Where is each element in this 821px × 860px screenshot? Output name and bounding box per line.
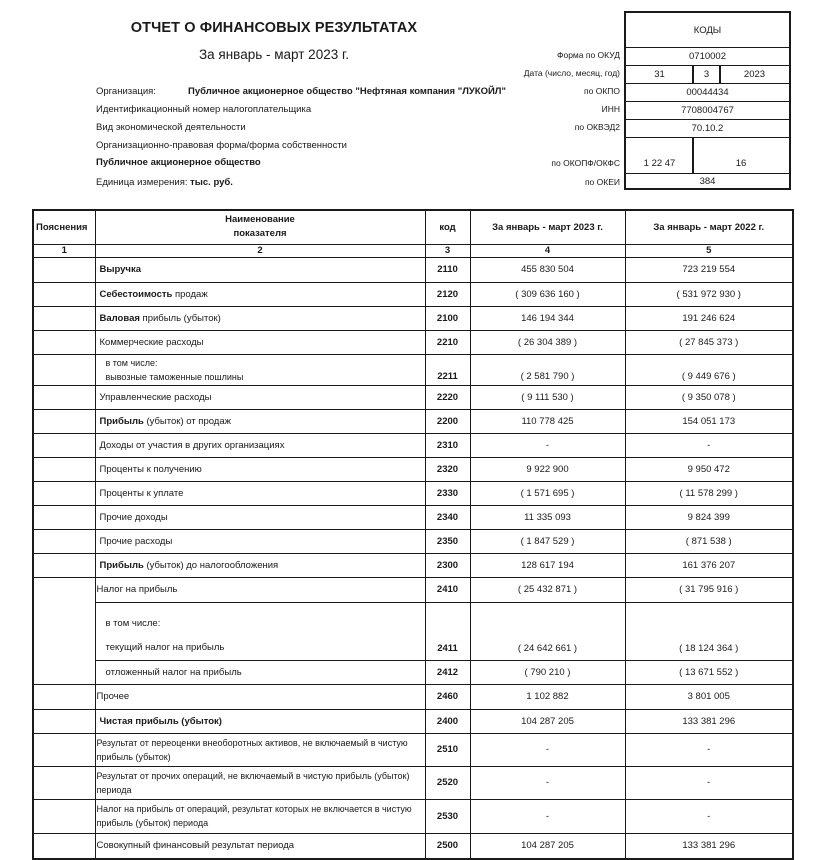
row-name: в том числе: текущий налог на прибыль [95,602,425,660]
row-previous: ( 18 124 364 ) [625,602,793,660]
header-previous: За январь - март 2022 г. [625,210,793,244]
row-code: 2200 [425,409,470,433]
row-current: - [470,766,625,799]
unit-label: Единица измерения: [96,177,188,188]
row-previous: 3 801 005 [625,684,793,709]
table-row [33,553,793,577]
header-current: За январь - март 2023 г. [470,210,625,244]
notes-cell [33,766,95,799]
row-current: - [470,433,625,457]
row-previous: ( 531 972 930 ) [625,282,793,306]
row-current: - [470,733,625,766]
inn-code-label: ИНН [601,104,620,114]
notes-cell [33,385,95,409]
row-name: Чистая прибыль (убыток) [95,709,425,733]
legal-form-label: Организационно-правовая форма/форма собственности [96,140,347,151]
row-previous: 191 246 624 [625,306,793,330]
row-name: Налог на прибыль от операций, результат которых не включается в чистую прибыль (убыток) периода [95,799,425,833]
row-code: 2100 [425,306,470,330]
notes-cell [33,282,95,306]
row-current: 1 102 882 [470,684,625,709]
row-current: 146 194 344 [470,306,625,330]
table-row [33,799,793,833]
row-name: Коммерческие расходы [95,330,425,354]
notes-cell [33,354,95,385]
notes-cell [33,505,95,529]
row-previous: 9 950 472 [625,457,793,481]
row-code: 2520 [425,766,470,799]
okfs-value: 16 [693,137,789,173]
row-code: 2400 [425,709,470,733]
row-previous: 161 376 207 [625,553,793,577]
row-current: ( 790 210 ) [470,660,625,684]
table-row [33,577,793,602]
report-period: За январь - март 2023 г. [199,47,349,62]
col-number: 5 [625,244,793,257]
table-row [33,766,793,799]
okud-value: 0710002 [626,47,789,65]
table-row [33,602,793,660]
row-current: 104 287 205 [470,709,625,733]
notes-cell [33,709,95,733]
table-row [33,529,793,553]
row-current: ( 2 581 790 ) [470,354,625,385]
row-current: ( 24 642 661 ) [470,602,625,660]
notes-cell [33,306,95,330]
notes-cell [33,257,95,282]
table-row [33,409,793,433]
organization-value: Публичное акционерное общество "Нефтяная компания "ЛУКОЙЛ" [188,86,506,97]
row-code: 2412 [425,660,470,684]
table-row [33,481,793,505]
row-code: 2510 [425,733,470,766]
row-code: 2310 [425,433,470,457]
row-name: Прибыль (убыток) до налогообложения [95,553,425,577]
row-name: Прочие доходы [95,505,425,529]
row-previous: ( 31 795 916 ) [625,577,793,602]
financial-results-table [32,209,794,860]
row-previous: ( 13 671 552 ) [625,660,793,684]
header-code: код [425,210,470,244]
row-name: Прочие расходы [95,529,425,553]
row-name: в том числе: вывозные таможенные пошлины [95,354,425,385]
row-code: 2120 [425,282,470,306]
notes-cell [33,577,95,684]
row-name: Управленческие расходы [95,385,425,409]
row-current: 9 922 900 [470,457,625,481]
table-row [33,684,793,709]
notes-cell [33,553,95,577]
row-current: 11 335 093 [470,505,625,529]
okved-value: 70.10.2 [626,119,789,137]
row-code: 2220 [425,385,470,409]
row-name: Результат от прочих операций, не включаемый в чистую прибыль (убыток) периода [95,766,425,799]
row-current: ( 9 111 530 ) [470,385,625,409]
row-name: Налог на прибыль [95,577,425,602]
header-notes: Пояснения [33,210,95,244]
table-row [33,282,793,306]
row-current: ( 25 432 871 ) [470,577,625,602]
row-current: ( 26 304 389 ) [470,330,625,354]
notes-cell [33,330,95,354]
okud-label: Форма по ОКУД [557,50,620,60]
col-number: 4 [470,244,625,257]
table-row [33,709,793,733]
row-previous: ( 27 845 373 ) [625,330,793,354]
row-previous: - [625,433,793,457]
okpo-value: 00044434 [626,83,789,101]
table-row [33,660,793,684]
row-name: Прочее [95,684,425,709]
row-current: ( 1 847 529 ) [470,529,625,553]
notes-cell [33,529,95,553]
row-code: 2460 [425,684,470,709]
row-code: 2340 [425,505,470,529]
col-number: 1 [33,244,95,257]
row-previous: ( 871 538 ) [625,529,793,553]
row-previous: - [625,766,793,799]
table-row [33,505,793,529]
date-year: 2023 [720,65,789,83]
okved-label: по ОКВЭД2 [574,122,620,132]
table-row [33,733,793,766]
row-current: - [470,799,625,833]
row-name: Прибыль (убыток) от продаж [95,409,425,433]
row-current: ( 309 636 160 ) [470,282,625,306]
row-current: 455 830 504 [470,257,625,282]
row-previous: ( 11 578 299 ) [625,481,793,505]
row-previous: 9 824 399 [625,505,793,529]
header-name-line2: показателя [233,228,287,240]
notes-cell [33,799,95,833]
row-code: 2210 [425,330,470,354]
row-previous: 133 381 296 [625,709,793,733]
row-name: Себестоимость продаж [95,282,425,306]
okei-label: по ОКЕИ [584,177,620,187]
legal-form-value: Публичное акционерное общество [96,157,261,168]
notes-cell [33,684,95,709]
notes-cell [33,457,95,481]
table-row [33,433,793,457]
codes-header: КОДЫ [693,24,722,36]
row-name: Доходы от участия в других организациях [95,433,425,457]
unit-row [96,177,233,188]
row-code: 2330 [425,481,470,505]
row-current: ( 1 571 695 ) [470,481,625,505]
row-previous: ( 9 350 078 ) [625,385,793,409]
report-title: ОТЧЕТ О ФИНАНСОВЫХ РЕЗУЛЬТАТАХ [130,20,418,36]
row-current: 110 778 425 [470,409,625,433]
row-name: Выручка [95,257,425,282]
column-numbers-row [33,244,793,257]
row-previous: - [625,799,793,833]
row-previous: 154 051 173 [625,409,793,433]
row-code: 2110 [425,257,470,282]
row-name: Валовая прибыль (убыток) [95,306,425,330]
okpo-label: по ОКПО [584,86,620,96]
header-name [95,210,425,244]
inn-label: Идентификационный номер налогоплательщика [96,104,312,115]
table-row [33,330,793,354]
row-code: 2211 [425,354,470,385]
notes-cell [33,481,95,505]
okopf-label: по ОКОПФ/ОКФС [551,158,620,168]
table-row [33,354,793,385]
row-code: 2411 [425,602,470,660]
table-row [33,833,793,859]
organization-label: Организация: [96,86,156,97]
table-row [33,457,793,481]
row-current: 104 287 205 [470,833,625,859]
row-code: 2500 [425,833,470,859]
header-name-line1: Наименование [225,214,295,226]
row-code: 2320 [425,457,470,481]
table-row [33,306,793,330]
table-row [33,257,793,282]
codes-box [624,11,791,190]
table-row [33,385,793,409]
notes-cell [33,733,95,766]
row-name: Проценты к уплате [95,481,425,505]
row-name: отложенный налог на прибыль [95,660,425,684]
row-previous: - [625,733,793,766]
unit-value: тыс. руб. [190,177,233,188]
row-previous: 723 219 554 [625,257,793,282]
row-code: 2530 [425,799,470,833]
row-code: 2410 [425,577,470,602]
inn-value: 7708004767 [626,101,789,119]
row-previous: 133 381 296 [625,833,793,859]
okopf-value: 1 22 47 [626,137,693,173]
notes-cell [33,833,95,859]
date-month: 3 [693,65,720,83]
row-previous: ( 9 449 676 ) [625,354,793,385]
date-day: 31 [626,65,693,83]
row-current: 128 617 194 [470,553,625,577]
col-number: 2 [95,244,425,257]
notes-cell [33,433,95,457]
row-name: Проценты к получению [95,457,425,481]
row-name: Совокупный финансовый результат периода [95,833,425,859]
date-label: Дата (число, месяц, год) [523,68,620,78]
col-number: 3 [425,244,470,257]
table-header-row [33,210,793,244]
row-code: 2300 [425,553,470,577]
row-name: Результат от переоценки внеоборотных активов, не включаемый в чистую прибыль (убыток) [95,733,425,766]
row-code: 2350 [425,529,470,553]
notes-cell [33,409,95,433]
activity-label: Вид экономической деятельности [96,122,246,133]
okei-value: 384 [626,173,789,188]
